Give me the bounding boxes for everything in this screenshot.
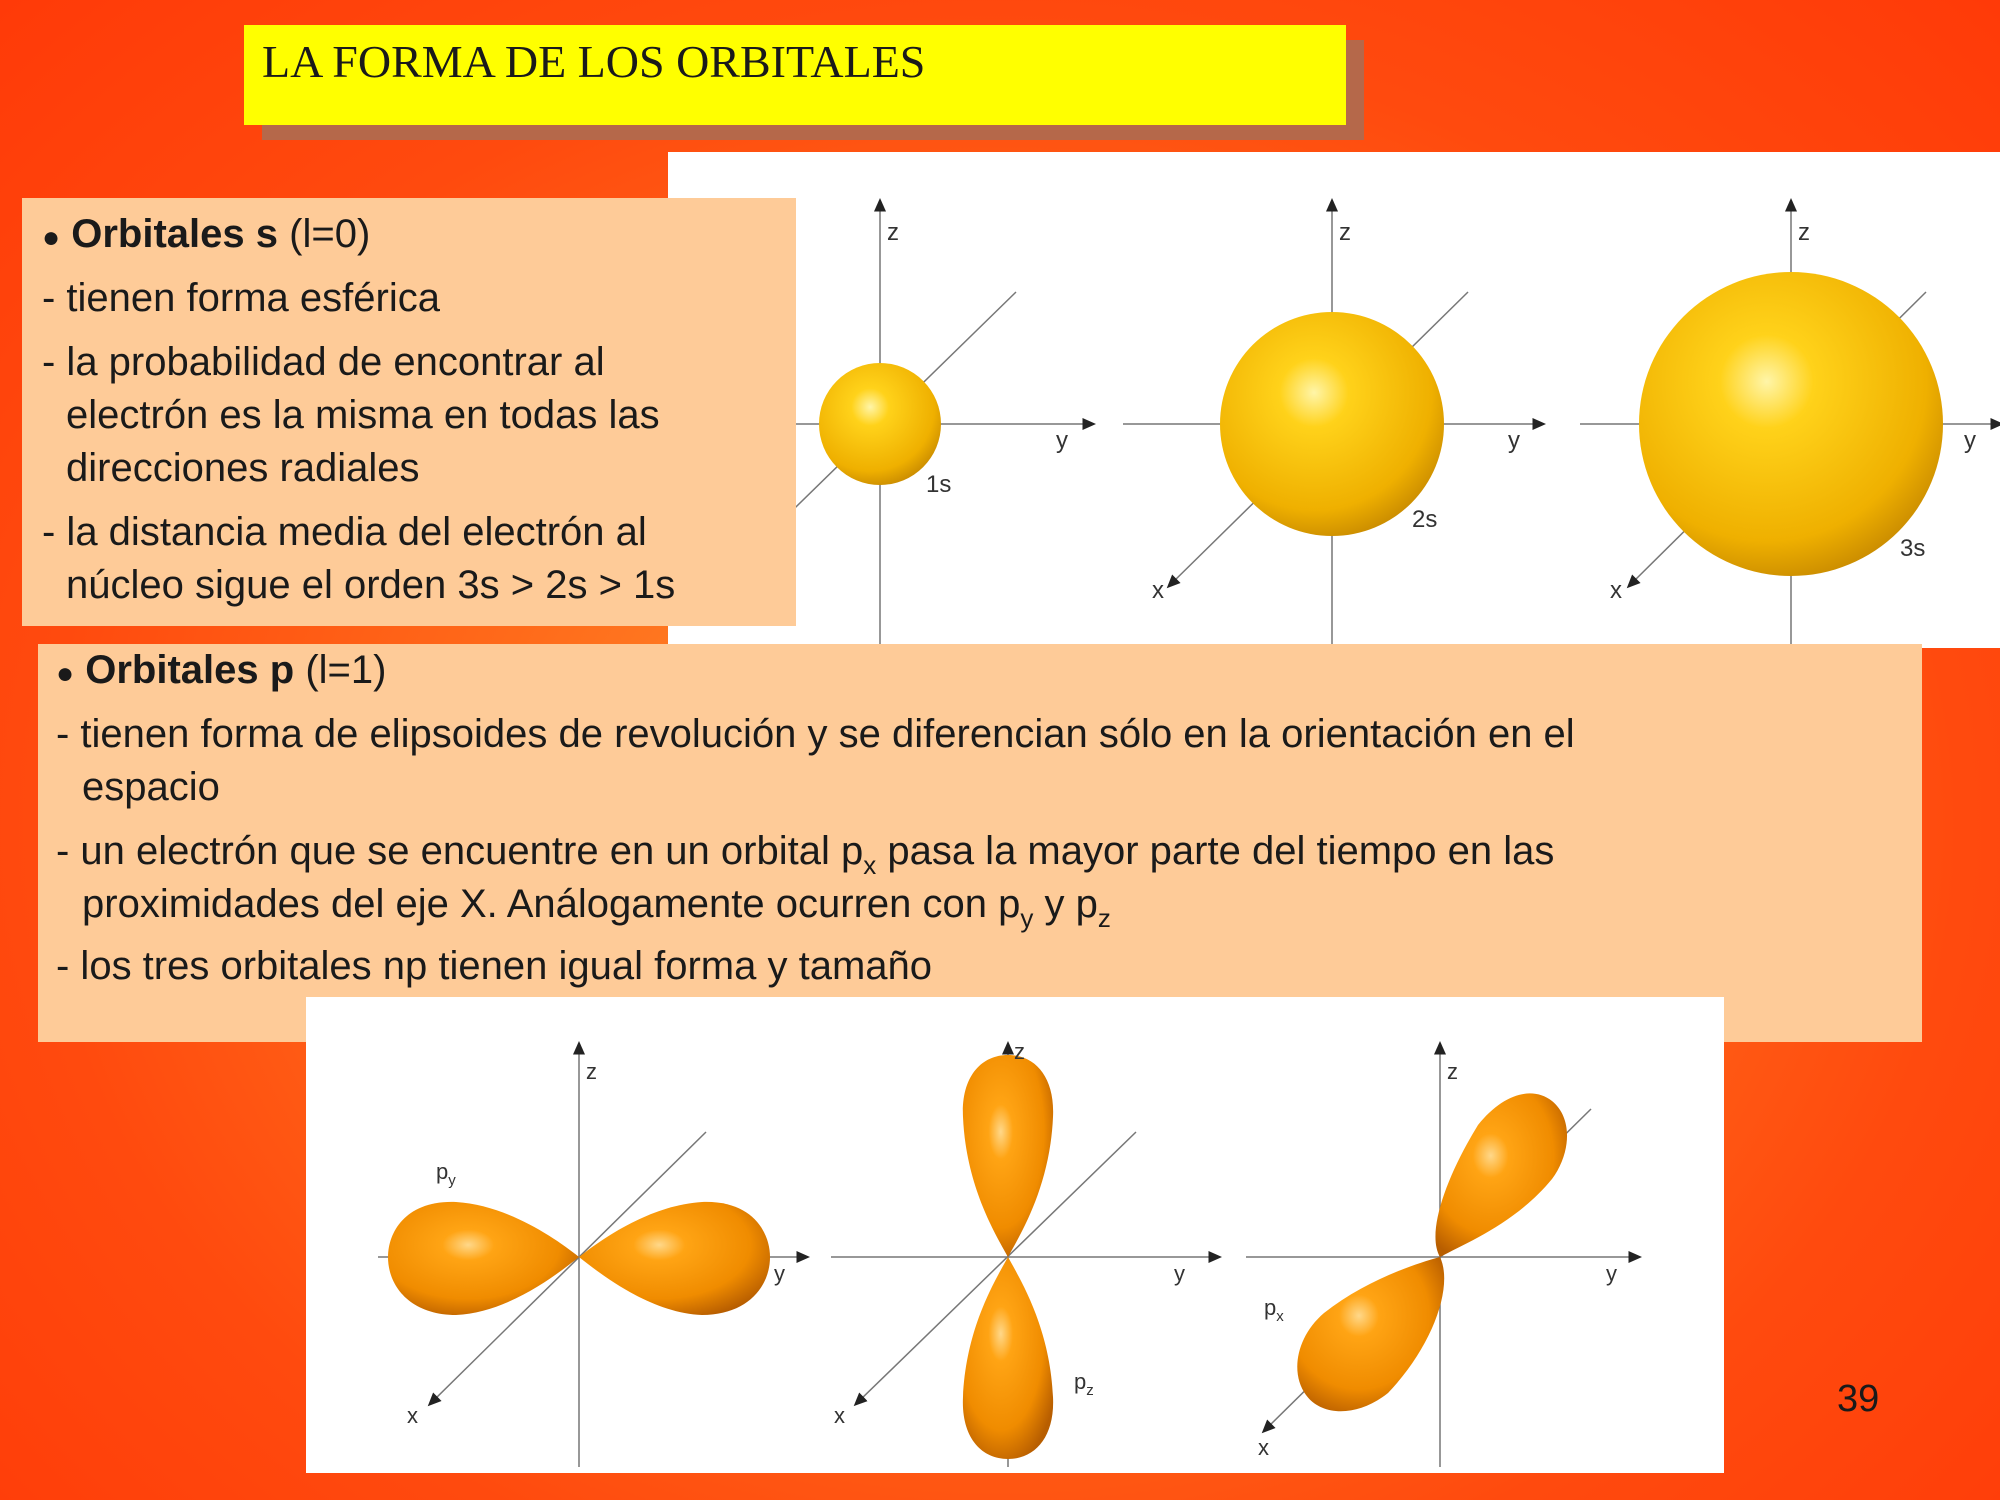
p-line-part: - un electrón que se encuentre en un orbital p (56, 829, 864, 873)
label-px (1264, 1295, 1284, 1325)
subscript: z (1097, 903, 1111, 933)
p-heading-bold: Orbitales p (85, 648, 295, 692)
page-number: 39 (1837, 1378, 1880, 1420)
s-orbitals-text-box (22, 198, 796, 626)
label-1s: 1s (926, 471, 952, 498)
orbital-px (1246, 1047, 1636, 1467)
p-line: - tienen forma de elipsoides de revolución y se diferencian sólo en la orientación en el (56, 712, 1575, 756)
lobe (388, 1202, 579, 1315)
axis-z-label: z (1798, 219, 1810, 246)
p-orbitals-diagram (306, 997, 1724, 1473)
lobe (1297, 1257, 1444, 1411)
axis-y-label: y (1056, 427, 1068, 454)
sphere-1s (819, 363, 941, 485)
label-sub: x (1276, 1308, 1284, 1325)
s-line: - la probabilidad de encontrar al (42, 340, 605, 384)
orbital-pz (831, 1039, 1216, 1467)
axis-x-label: x (1258, 1435, 1269, 1460)
bullet: ● (42, 221, 61, 254)
axis-z-label: z (586, 1059, 597, 1084)
s-heading-rest: (l=0) (278, 212, 371, 256)
p-line: - los tres orbitales np tienen igual forma y tamaño (56, 944, 932, 988)
axis-z-label: z (1339, 219, 1351, 246)
lobe (963, 1055, 1053, 1257)
p-line-part: proximidades del eje X. Análogamente ocurren con p (82, 882, 1021, 926)
axis-y-label: y (1174, 1261, 1185, 1286)
orbital-2s (1123, 204, 1540, 644)
s-orbitals-diagram (668, 152, 2000, 648)
s-orbitals-image (668, 152, 2000, 648)
label-main: p (1074, 1369, 1087, 1394)
p-line (82, 878, 1111, 945)
s-line: - tienen forma esférica (42, 276, 440, 320)
label-pz (1074, 1369, 1094, 1399)
s-line: direcciones radiales (66, 446, 420, 490)
axis-x-label: x (1610, 577, 1622, 604)
label-sub: y (448, 1172, 456, 1189)
axis-z-label: z (1447, 1059, 1458, 1084)
axis-x-label: x (834, 1403, 845, 1428)
sphere-2s (1220, 312, 1444, 536)
s-heading-bold: Orbitales s (71, 212, 279, 256)
label-2s: 2s (1412, 506, 1438, 533)
orbital-py (378, 1047, 804, 1467)
axis-z-label: z (887, 219, 899, 246)
label-main: p (436, 1159, 449, 1184)
p-heading (56, 644, 386, 700)
s-line: electrón es la misma en todas las (66, 393, 660, 437)
axis-x-label: x (407, 1403, 418, 1428)
p-heading-rest: (l=1) (294, 648, 387, 692)
p-orbitals-text-box (38, 644, 1922, 1042)
label-sub: z (1086, 1382, 1094, 1399)
page-title: LA FORMA DE LOS ORBITALES (262, 36, 926, 87)
axis-y-label: y (1606, 1261, 1617, 1286)
orbital-3s (1580, 204, 1998, 644)
subscript: y (1020, 903, 1034, 933)
axis-y-label: y (1964, 427, 1976, 454)
s-line: núcleo sigue el orden 3s > 2s > 1s (66, 563, 676, 607)
title-box (244, 25, 1346, 125)
bullet: ● (56, 657, 75, 690)
label-main: p (1264, 1295, 1277, 1320)
axis-y-label: y (774, 1261, 785, 1286)
label-3s: 3s (1900, 535, 1926, 562)
label-py (436, 1159, 456, 1189)
axis-y-label: y (1508, 427, 1520, 454)
p-line: espacio (82, 765, 220, 809)
lobe (579, 1202, 770, 1315)
axis-x-label: x (1152, 577, 1164, 604)
s-line: - la distancia media del electrón al (42, 510, 647, 554)
s-heading (42, 208, 370, 264)
p-orbitals-image (306, 997, 1724, 1473)
sphere-3s (1639, 272, 1943, 576)
p-line-part: pasa la mayor parte del tiempo en las (876, 829, 1555, 873)
p-line-part: y p (1033, 882, 1098, 926)
lobe (1435, 1093, 1567, 1257)
subscript: x (863, 850, 877, 880)
axis-z-label: z (1014, 1039, 1025, 1064)
